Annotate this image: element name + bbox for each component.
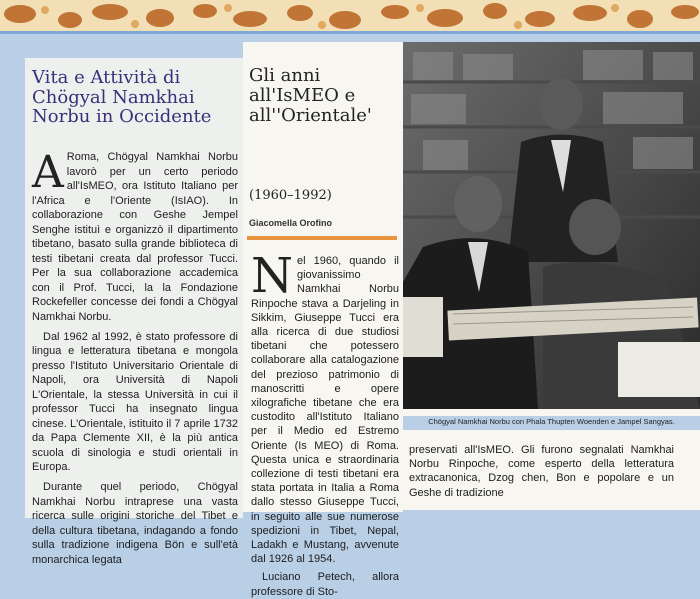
sidebar-box <box>25 58 243 566</box>
article-author: Giacomella Orofino <box>249 218 333 228</box>
floral-pattern-icon <box>0 0 700 34</box>
third-column-body: preservati all'IsMEO. Gli furono segnalati Namkhai Norbu Rinpoche, come esperto della letteratura extracanonica, Dzog chen, Bon e popolare e un Geshe di tradizione <box>409 444 674 499</box>
decorative-banner <box>0 0 700 34</box>
article-title: Gli anni all'IsMEO e all''Orientale' <box>249 65 372 126</box>
dropcap: A <box>32 147 64 198</box>
divider <box>247 236 397 240</box>
sidebar-body <box>32 147 238 572</box>
dropcap: N <box>251 248 293 304</box>
photo-caption: Chögyal Namkhai Norbu con Phala Thupten Woenden e Jampel Sangyas. <box>428 417 675 426</box>
paragraph-text: el 1960, quando il giovanissimo Namkhai Norbu Rinpoche stava a Darjeling in Sikkim, Giuseppe Tucci era alla ricerca di due studiosi tibetani che potessero collaborare alla catalogazione del prezioso patrimonio di manoscritti e opere xilografiche tibetane che era custodito all'Istituto Italiano per il Medio ed Estremo Oriente (Is MEO) di Roma. Questa unica e straordinaria collezione di testi tibetani era stata portata in Italia a Roma dallo stesso Giuseppe Tucci, in seguito alle sue numerose spedizioni in Tibet, Nepal, Ladakh e Mustang, avvenute dal 1926 al 1954. <box>251 255 399 566</box>
article-body <box>251 248 399 599</box>
paragraph-text: Roma, Chögyal Namkhai Norbu lavorò per un certo periodo all'IsMEO, ora Istituto Italiano per l'Africa e l'Oriente (IsIAO). In collaborazione con Geshe Jempel Senghe istituì e organizzò il dipartimento tibetano, basato sulla grande biblioteca di testi tibetani creata dal professor Tucci. Per la sua collaborazione accademica con il Prof. Tucci, la la Fondazione Rockefeller concesse dei fondi a Chögyal Namkhai Norbu. <box>32 151 238 324</box>
historical-photo <box>403 42 700 409</box>
article-column <box>243 42 403 598</box>
article-dates: (1960–1992) <box>249 188 332 203</box>
sidebar-paragraph: Dal 1962 al 1992, è stato professore di lingua e letteratura tibetana e mongola presso l'Istituto Universitario Orientale di Napoli, ora Università di Napoli L'Orientale, la stessa Università in cui il professor Tucci ha insegnato lingua cinese. L'Orientale, istituito il 7 aprile 1732 da Papa Clemente XII, è la più antica scuola di sinologia e studi orientali in Europa. <box>32 330 238 474</box>
sidebar-paragraph: Durante quel periodo, Chögyal Namkhai Norbu intraprese una vasta ricerca sulle origini storiche del Tibet e della cultura tibetana, indagando a fondo sulla tradizione indigena Bön e sull'età monarchica legata <box>32 481 238 566</box>
article-paragraph <box>251 248 399 566</box>
sidebar-paragraph <box>32 147 238 325</box>
sidebar-title: Vita e Attività di Chögyal Namkhai Norbu in Occidente <box>32 67 212 127</box>
article-paragraph: Luciano Petech, allora professore di Sto- <box>251 571 399 598</box>
